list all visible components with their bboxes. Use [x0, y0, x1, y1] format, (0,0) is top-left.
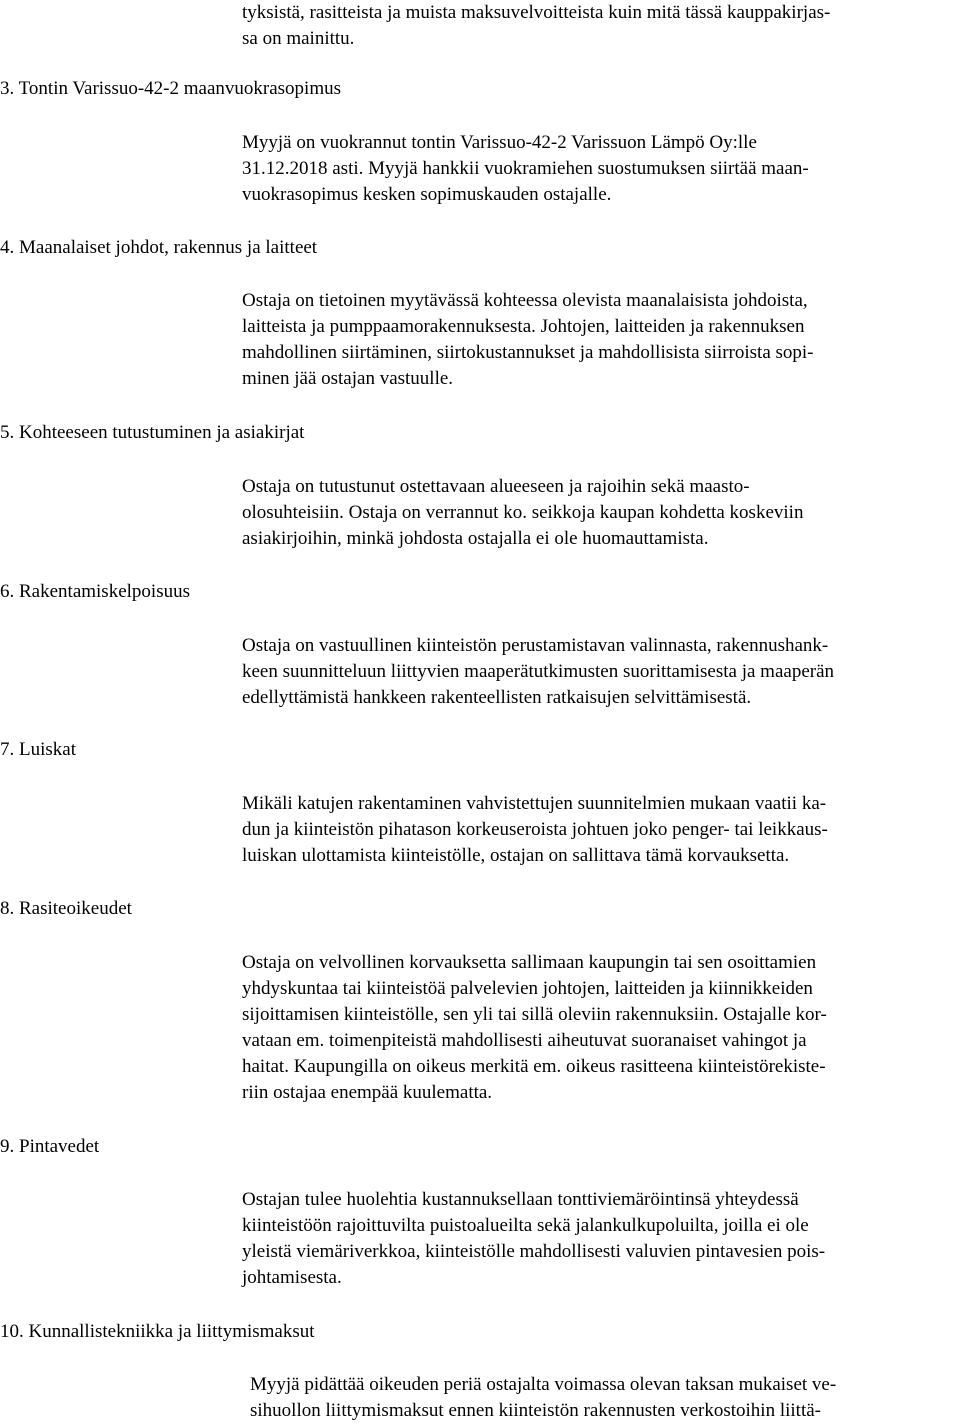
paragraph-line: olosuhteisiin. Ostaja on verrannut ko. seikkoja kaupan kohdetta koskeviin: [242, 502, 804, 523]
section-heading-4: 4. Maanalaiset johdot, rakennus ja laitteet: [0, 237, 318, 258]
paragraph-line: edellyttämistä hankkeen rakenteellisten ratkaisujen selvittämisestä.: [242, 687, 752, 708]
paragraph-line: Myyjä on vuokrannut tontin Varissuo-42-2 Varissuon Lämpö Oy:lle: [242, 132, 757, 153]
section-body-6: [242, 633, 960, 711]
section-heading-3: 3. Tontin Varissuo-42-2 maanvuokrasopimus: [0, 78, 341, 99]
section-body-3: [242, 130, 960, 208]
section-body-10: [250, 1372, 960, 1424]
paragraph-line: tyksistä, rasitteista ja muista maksuvelvoitteista kuin mitä tässä kauppakirjas-: [242, 2, 831, 23]
paragraph-line: Ostaja on tutustunut ostettavaan alueeseen ja rajoihin sekä maasto-: [242, 476, 750, 497]
paragraph-line: keen suunnitteluun liittyvien maaperätutkimusten suorittamisesta ja maaperän: [242, 661, 835, 682]
section-body-9: [242, 1187, 960, 1291]
section-heading-5: 5. Kohteeseen tutustuminen ja asiakirjat: [0, 422, 305, 443]
section-heading-8: 8. Rasiteoikeudet: [0, 898, 132, 919]
paragraph-line: Mikäli katujen rakentaminen vahvistettujen suunnitelmien mukaan vaatii ka-: [242, 793, 827, 814]
paragraph-line: riin ostajaa enempää kuulematta.: [242, 1082, 493, 1103]
paragraph-line: Ostaja on tietoinen myytävässä kohteessa olevista maanalaisista johdoista,: [242, 290, 808, 311]
section-heading-10: 10. Kunnallistekniikka ja liittymismaksut: [0, 1321, 315, 1342]
paragraph-line: yleistä viemäriverkkoa, kiinteistölle mahdollisesti valuvien pintavesien pois-: [242, 1241, 826, 1262]
paragraph-line: Ostajan tulee huolehtia kustannuksellaan tonttiviemäröintinsä yhteydessä: [242, 1189, 799, 1210]
paragraph-line: johtamisesta.: [242, 1267, 342, 1288]
paragraph-line: haitat. Kaupungilla on oikeus merkitä em. oikeus rasitteena kiinteistörekiste-: [242, 1056, 826, 1077]
paragraph-line: laitteista ja pumppaamorakennuksesta. Johtojen, laitteiden ja rakennuksen: [242, 316, 805, 337]
paragraph-line: luiskan ulottamista kiinteistölle, ostajan on sallittava tämä korvauksetta.: [242, 845, 790, 866]
section-body-8: [242, 950, 960, 1106]
paragraph-line: vataan em. toimenpiteistä mahdollisesti aiheutuvat suoranaiset vahingot ja: [242, 1030, 807, 1051]
paragraph-line: asiakirjoihin, minkä johdosta ostajalla ei ole huomauttamista.: [242, 528, 709, 549]
paragraph-line: Ostaja on vastuullinen kiinteistön perustamistavan valinnasta, rakennushank-: [242, 635, 829, 656]
paragraph-line: sijoittamisen kiinteistölle, sen yli tai sillä oleviin rakennuksiin. Ostajalle kor-: [242, 1004, 827, 1025]
paragraph-line: vuokrasopimus kesken sopimuskauden ostajalle.: [242, 184, 612, 205]
paragraph-line: mahdollinen siirtäminen, siirtokustannukset ja mahdollisista siirroista sopi-: [242, 342, 814, 363]
paragraph-line: yhdyskuntaa tai kiinteistöä palvelevien johtojen, laitteiden ja kiinnikkeiden: [242, 978, 813, 999]
section-heading-9: 9. Pintavedet: [0, 1136, 100, 1157]
paragraph-line: sa on mainittu.: [242, 28, 355, 49]
paragraph-line: kiinteistöön rajoittuvilta puistoalueilta sekä jalankulkupoluilta, joilla ei ole: [242, 1215, 809, 1236]
paragraph-line: sihuollon liittymismaksut ennen kiinteistön rakennusten verkostoihin liittä-: [250, 1400, 821, 1421]
paragraph-line: minen jää ostajan vastuulle.: [242, 368, 454, 389]
paragraph-line: 31.12.2018 asti. Myyjä hankkii vuokramiehen suostumuksen siirtää maan-: [242, 158, 809, 179]
paragraph-line: Myyjä pidättää oikeuden periä ostajalta voimassa olevan taksan mukaiset ve-: [250, 1374, 837, 1395]
section-heading-7: 7. Luiskat: [0, 739, 76, 760]
paragraph-line: dun ja kiinteistön pihatason korkeuseroista johtuen joko penger- tai leikkaus-: [242, 819, 828, 840]
section-body-7: [242, 791, 960, 869]
section-body-5: [242, 474, 960, 552]
paragraph-line: Ostaja on velvollinen korvauksetta sallimaan kaupungin tai sen osoittamien: [242, 952, 817, 973]
intro-paragraph: [242, 0, 960, 52]
section-body-4: [242, 288, 960, 392]
section-heading-6: 6. Rakentamiskelpoisuus: [0, 581, 190, 602]
